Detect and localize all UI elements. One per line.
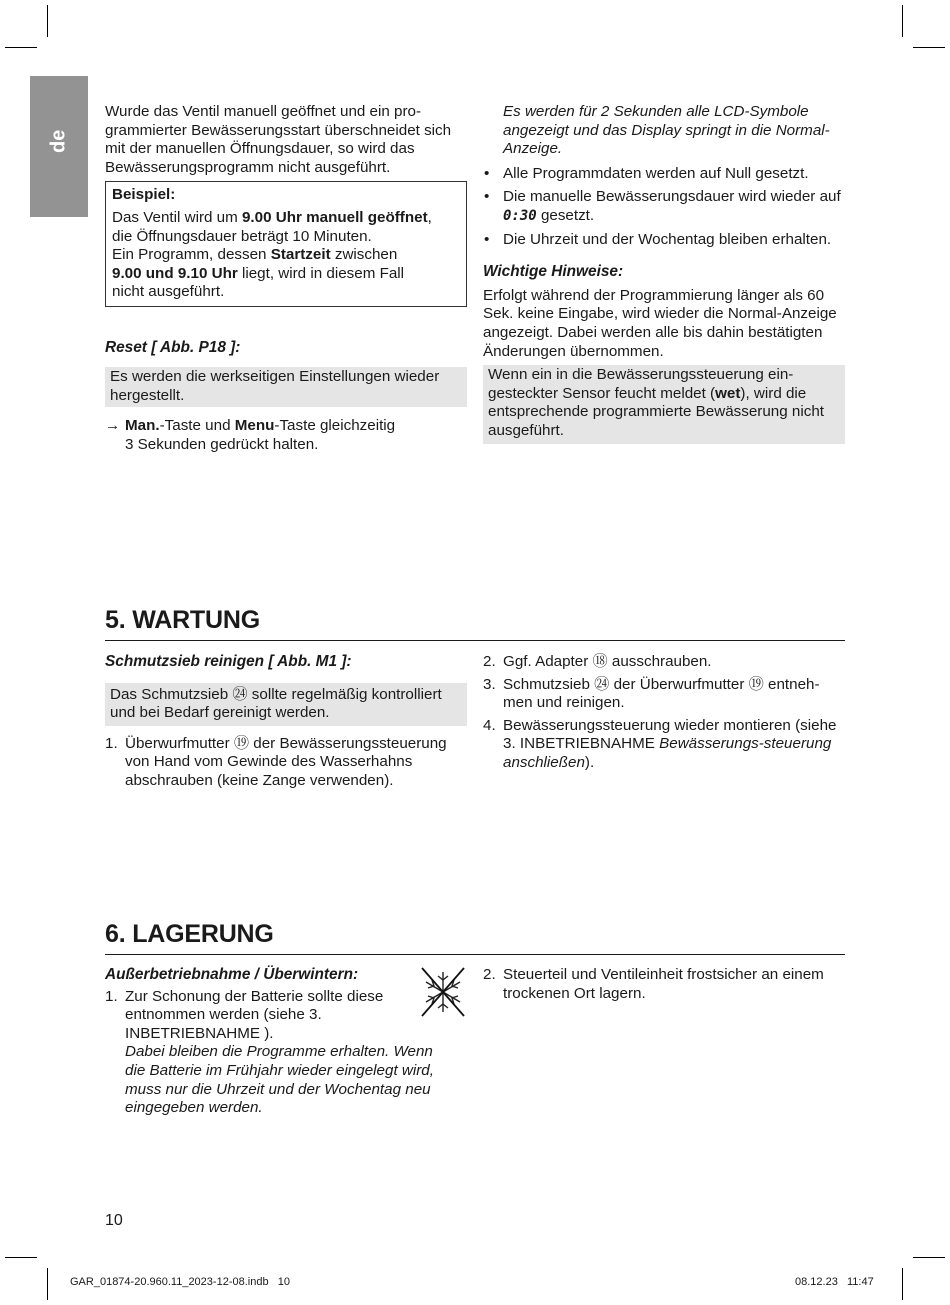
step-number: 3. — [483, 675, 496, 693]
crop-mark — [902, 5, 903, 37]
hint-paragraph: Erfolgt während der Programmierung länger als 60 Sek. keine Eingabe, wird wieder die Normal-Anzeige angezeigt. Dabei werden alle bis dahin bestätigten Änderungen übernommen. — [483, 286, 837, 360]
step-number: 1. — [105, 987, 118, 1005]
example-text: Das Ventil wird um — [112, 208, 242, 226]
section-5-step — [483, 653, 845, 672]
reset-heading: Reset [ Abb. P18 ]: — [105, 339, 241, 357]
bullet-text: gesetzt. — [536, 206, 595, 224]
bullet-text: Die manuelle Bewässerungsdauer wird wieder auf — [503, 188, 841, 206]
language-tab — [30, 76, 88, 217]
section-6-right — [483, 966, 845, 1003]
example-bold: Startzeit — [270, 246, 331, 264]
crop-mark — [902, 1268, 903, 1300]
bullet-item — [483, 165, 845, 184]
page-number: 10 — [105, 1212, 123, 1229]
step-number: 2. — [483, 653, 496, 670]
example-title: Beispiel: — [112, 186, 176, 204]
section-5-rule — [105, 640, 845, 641]
step-text: Schmutzsieb ㉔ der Überwurfmutter ⑲ entneh-men und reinigen. — [503, 675, 820, 712]
step-number: 1. — [105, 734, 118, 752]
footer-date: 08.12.23 11:47 — [795, 1276, 874, 1288]
step-text: Überwurfmutter ⑲ der Bewässerungssteuerung von Hand vom Gewinde des Wasserhahns abschrauben (keine Zange verwenden). — [125, 734, 447, 789]
crop-mark — [913, 1257, 945, 1258]
section-5-title: 5. WARTUNG — [105, 606, 260, 634]
key-menu: Menu — [234, 417, 275, 435]
crop-mark — [913, 47, 945, 48]
example-bold: 9.00 und 9.10 Uhr — [112, 264, 238, 282]
section-6-step — [105, 988, 450, 1118]
example-line — [112, 246, 460, 265]
step-text: Zur Schonung der Batterie sollte diese entnommen werden (siehe 3. INBETRIEBNAHME ). — [125, 987, 384, 1042]
section-6-step — [483, 966, 845, 1003]
example-text: Ein Programm, dessen — [112, 246, 271, 264]
example-text: liegt, wird in diesem Fall — [237, 264, 405, 282]
arrow-icon: → — [105, 417, 121, 435]
bullet-item — [483, 231, 845, 250]
key-man: Man. — [125, 417, 160, 435]
bullet-icon: • — [484, 230, 490, 248]
example-line — [112, 265, 460, 284]
crop-mark — [47, 5, 48, 37]
step-text: -Taste und — [159, 417, 235, 435]
example-line: die Öffnungsdauer beträgt 10 Minuten. — [112, 227, 372, 245]
section-6-rule — [105, 954, 845, 955]
right-column-top — [483, 103, 845, 444]
step-text: Steuerteil und Ventileinheit frostsicher an einem trockenen Ort lagern. — [503, 966, 824, 1002]
example-line: nicht ausgeführt. — [112, 283, 225, 301]
step-number: 4. — [483, 716, 496, 734]
crop-mark — [5, 47, 37, 48]
footer-file: GAR_01874-20.960.11_2023-12-08.indb 10 — [70, 1276, 290, 1288]
section-6-left — [105, 966, 450, 1118]
section-5-right — [483, 653, 845, 773]
note-text: Wenn ein in die Bewässerungssteuerung ein-gesteckter Sensor feucht meldet ( — [488, 366, 794, 402]
section-5-step — [483, 676, 845, 713]
example-bold: 9.00 Uhr manuell geöffnet — [241, 208, 428, 226]
section-5-step — [105, 735, 467, 791]
step-italic: Bewässerungs-steuerung anschließen — [503, 735, 832, 771]
section-5-subheading: Schmutzsieb reinigen [ Abb. M1 ]: — [105, 653, 352, 670]
section-6-title: 6. LAGERUNG — [105, 920, 274, 948]
section-5-step — [483, 717, 845, 773]
bullet-list — [483, 165, 845, 249]
language-tab-label: de — [47, 129, 70, 153]
step-text: -Taste gleichzeitig — [274, 417, 396, 435]
bullet-icon: • — [484, 188, 490, 206]
sensor-note — [483, 365, 845, 443]
step-text: Bewässerungssteuerung wieder montieren (siehe 3. INBETRIEBNAHME — [503, 716, 837, 753]
bullet-text: Alle Programmdaten werden auf Null gesetzt. — [503, 164, 809, 182]
hint-heading: Wichtige Hinweise: — [483, 263, 624, 281]
bullet-icon: • — [484, 164, 490, 182]
example-text: , — [427, 208, 432, 226]
bullet-text: Die Uhrzeit und der Wochentag bleiben erhalten. — [503, 230, 832, 248]
lcd-value: 0:30 — [503, 207, 537, 224]
section-5-left — [105, 653, 467, 791]
step-number: 2. — [483, 966, 496, 983]
step-text: ). — [584, 753, 595, 771]
step-text: Ggf. Adapter ⑱ ausschrauben. — [503, 653, 712, 670]
no-frost-icon — [419, 966, 467, 1018]
intro-paragraph: Wurde das Ventil manuell geöffnet und ein pro-grammierter Bewässerungsstart überschneidet sich mit der manuellen Öffnungsdauer, so wird das Bewässerungsprogramm nicht ausgeführt. — [105, 103, 452, 176]
section-5-note: Das Schmutzsieb ㉔ sollte regelmäßig kontrolliert und bei Bedarf gereinigt werden. — [105, 683, 467, 726]
left-column-top — [105, 103, 467, 454]
example-text: zwischen — [330, 246, 398, 264]
section-6-subheading: Außerbetriebnahme / Überwintern: — [105, 966, 359, 983]
example-box — [105, 181, 467, 307]
reset-step — [105, 417, 467, 454]
crop-mark — [5, 1257, 37, 1258]
step-italic: Dabei bleiben die Programme erhalten. Wenn die Batterie im Frühjahr wieder eingelegt wird, muss nur die Uhrzeit und der Wochentag neu eingegeben werden. — [125, 1043, 434, 1117]
lcd-note: Es werden für 2 Sekunden alle LCD-Symbole angezeigt und das Display springt in die Normal-Anzeige. — [503, 103, 830, 158]
note-bold: wet — [715, 384, 741, 402]
example-line — [112, 209, 460, 228]
crop-mark — [47, 1268, 48, 1300]
reset-note: Es werden die werkseitigen Einstellungen wieder hergestellt. — [105, 367, 467, 407]
bullet-item — [483, 188, 845, 225]
note-text: ), wird die entsprechende programmierte Bewässerung nicht ausgeführt. — [488, 384, 824, 439]
step-text: 3 Sekunden gedrückt halten. — [125, 435, 319, 453]
